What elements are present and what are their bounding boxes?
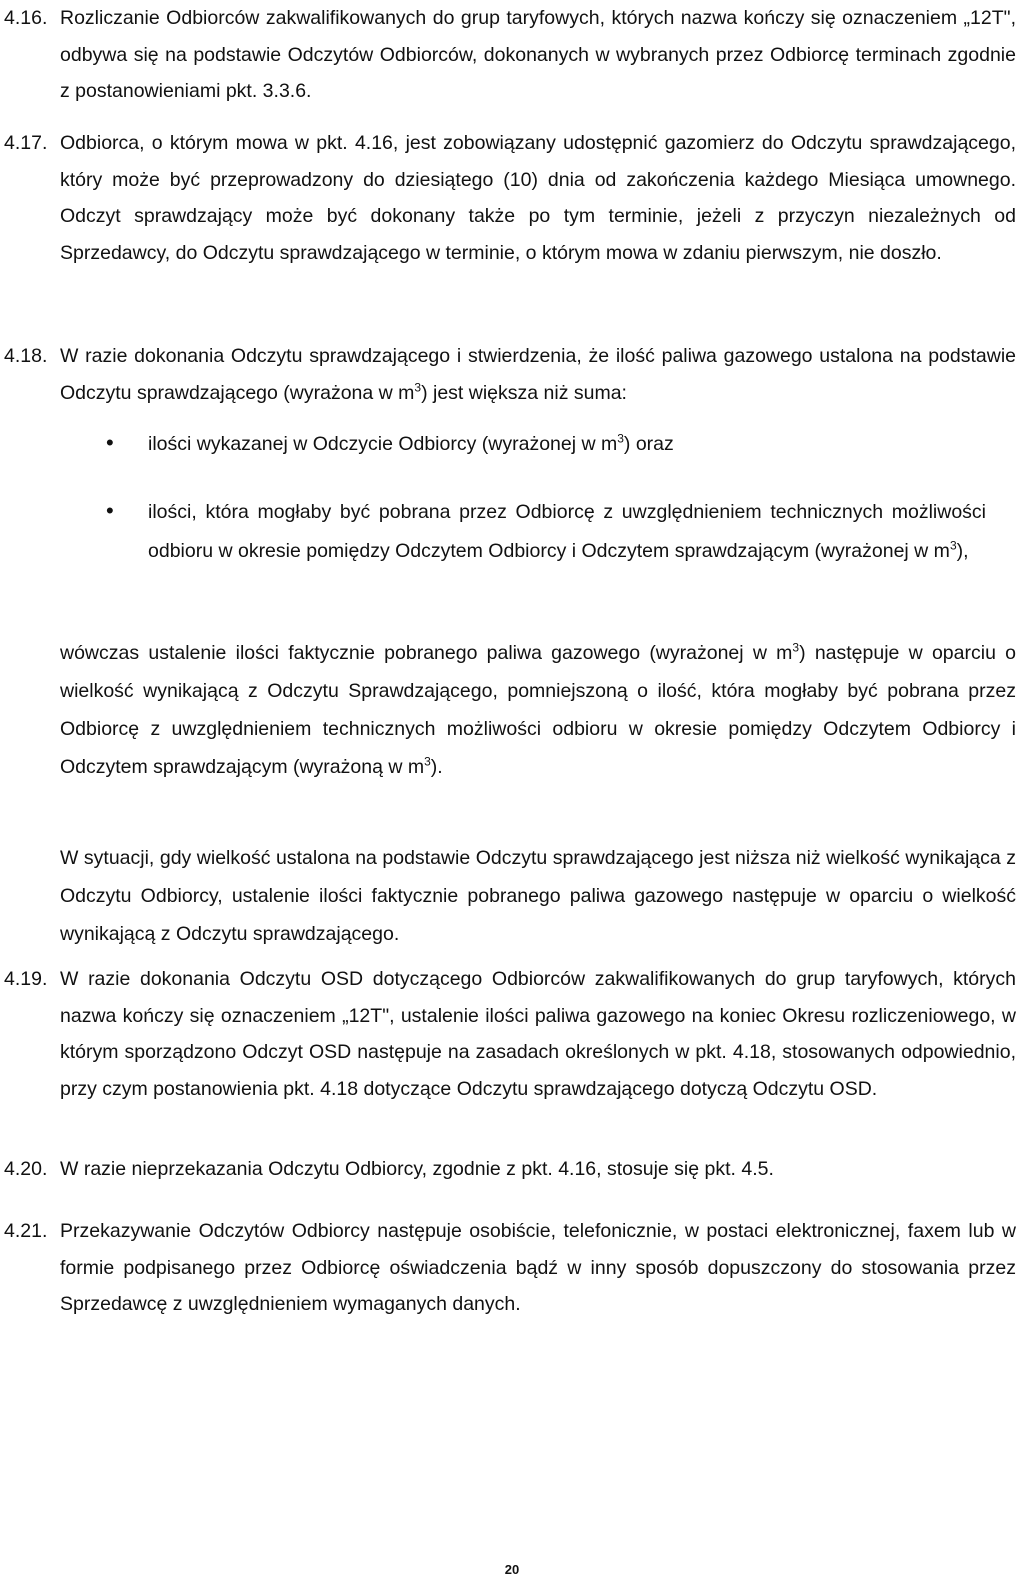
section-4-19 — [4, 961, 1016, 1107]
section-4-16 — [4, 0, 1016, 110]
section-text: W razie dokonania Odczytu OSD dotyczącego Odbiorców zakwalifikowanych do grup taryfowych, których nazwa kończy się oznaczeniem „12T", ustalenie ilości paliwa gazowego na koniec Okresu rozliczeniowego, w którym sporządzono Odczyt OSD następuje na zasadach określonych w pkt. 4.18, stosowanych odpowiednio, przy czym postanowienia pkt. 4.18 dotyczące Odczytu sprawdzającego dotyczą Odczytu OSD. — [60, 968, 1016, 1100]
bullet-item — [106, 425, 986, 464]
section-4-21 — [4, 1213, 1016, 1323]
section-4-18 — [4, 338, 1016, 411]
bullet-text: ilości wykazanej w Odczycie Odbiorcy (wyrażonej w $m^3$) oraz — [148, 431, 674, 455]
section-4-17 — [4, 125, 1016, 271]
section-text: Rozliczanie Odbiorców zakwalifikowanych do grup taryfowych, których nazwa kończy się oznaczeniem „12T", odbywa się na podstawie Odczytów Odbiorców, dokonanych w wybranych przez Odbiorcę terminach zgodnie z postanowieniami pkt. 3.3.6. — [60, 7, 1016, 102]
bullet-icon: • — [106, 430, 114, 455]
bullet-text: ilości, która mogłaby być pobrana przez Odbiorcę z uwzględnieniem technicznych możliwości odbioru w okresie pomiędzy Odczytem Odbiorcy i Odczytem sprawdzającym (wyrażonej w $m^3$), — [148, 501, 986, 562]
section-text: Odbiorca, o którym mowa w pkt. 4.16, jest zobowiązany udostępnić gazomierz do Odczytu sprawdzającego, który może być przeprowadzony do dziesiątego (10) dnia od zakończenia każdego Miesiąca umownego. Odczyt sprawdzający może być dokonany także po tym terminie, jeżeli z przyczyn niezależnych od Sprzedawcy, do Odczytu sprawdzającego w terminie, o którym mowa w zdaniu pierwszym, nie doszło. — [60, 132, 1016, 264]
section-text: Przekazywanie Odczytów Odbiorcy następuje osobiście, telefonicznie, w postaci elektronicznej, faxem lub w formie podpisanego przez Odbiorcę oświadczenia bądź w inny sposób dopuszczony do stosowania przez Sprzedawcę z uwzględnieniem wymaganych danych. — [60, 1220, 1016, 1315]
page-number: 20 — [504, 1562, 520, 1577]
section-number: 4.19. — [4, 968, 48, 990]
section-text: W razie dokonania Odczytu sprawdzającego i stwierdzenia, że ilość paliwa gazowego ustalona na podstawie Odczytu sprawdzającego (wyrażona w $m^3$) jest większa niż suma: — [60, 345, 1016, 404]
section-number: 4.21. — [4, 1220, 48, 1242]
bullet-icon: • — [106, 498, 114, 523]
paragraph-lower-reading: W sytuacji, gdy wielkość ustalona na podstawie Odczytu sprawdzającego jest niższa niż wielkość wynikająca z Odczytu Odbiorcy, ustalenie ilości faktycznie pobranego paliwa gazowego następuje w oparciu o wielkość wynikającą z Odczytu sprawdzającego. — [60, 847, 1016, 945]
section-number: 4.20. — [4, 1158, 48, 1180]
section-number: 4.18. — [4, 345, 48, 367]
section-text: W razie nieprzekazania Odczytu Odbiorcy, zgodnie z pkt. 4.16, stosuje się pkt. 4.5. — [60, 1158, 774, 1180]
bullet-item — [106, 493, 986, 570]
paragraph-outcome: wówczas ustalenie ilości faktycznie pobranego paliwa gazowego (wyrażonej w $m^3$) następuje w oparciu o wielkość wynikającą z Odczytu Sprawdzającego, pomniejszoną o ilość, która mogłaby być pobrana przez Odbiorcę z uwzględnieniem technicznych możliwości odbioru w okresie pomiędzy Odczytem Odbiorcy i Odczytem sprawdzającym (wyrażoną w $m^3$). — [60, 640, 1016, 778]
section-number: 4.17. — [4, 132, 48, 154]
section-4-20 — [4, 1151, 1016, 1188]
section-number: 4.16. — [4, 7, 48, 29]
